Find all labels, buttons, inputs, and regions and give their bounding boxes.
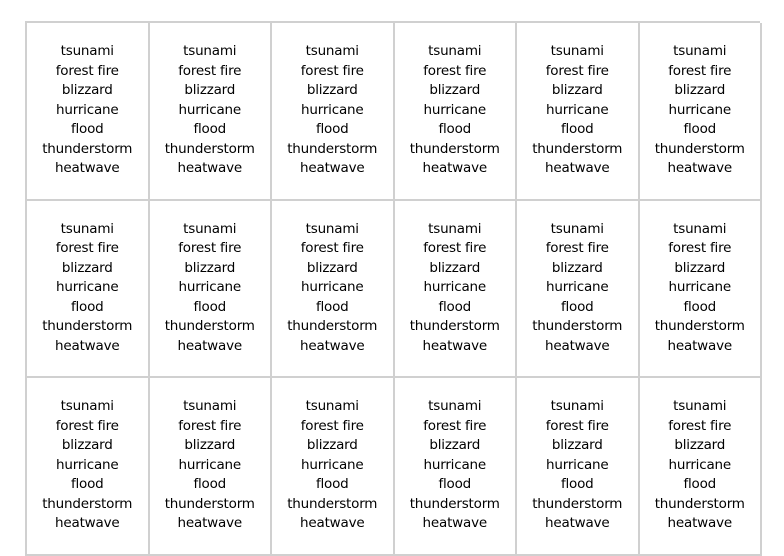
card-word: forest fire — [423, 240, 487, 256]
card-word: heatwave — [667, 515, 732, 531]
card-word: thunderstorm — [532, 495, 623, 512]
card-word: thunderstorm — [654, 495, 745, 512]
card-word: hurricane — [56, 101, 119, 118]
card-word: heatwave — [177, 515, 242, 531]
card-word: heatwave — [667, 160, 732, 176]
card-word: blizzard — [674, 82, 726, 98]
word-card — [272, 378, 395, 556]
card-word: heatwave — [55, 160, 120, 176]
word-card — [27, 23, 150, 201]
card-word: blizzard — [551, 82, 603, 98]
word-card — [150, 23, 273, 201]
card-word: tsunami — [305, 43, 359, 59]
word-card — [640, 378, 763, 556]
card-word: blizzard — [551, 259, 603, 276]
card-word: thunderstorm — [42, 495, 133, 512]
card-word: flood — [315, 298, 349, 315]
card-word: heatwave — [300, 337, 365, 354]
card-word: flood — [438, 298, 472, 315]
card-word: thunderstorm — [164, 140, 255, 157]
card-word: tsunami — [60, 398, 114, 414]
card-word: hurricane — [178, 279, 241, 295]
card-word: heatwave — [422, 160, 487, 176]
card-word: flood — [560, 298, 594, 315]
card-word: forest fire — [178, 417, 242, 434]
card-word: forest fire — [423, 417, 487, 434]
word-card — [395, 201, 518, 379]
card-word: forest fire — [178, 240, 242, 256]
card-word: forest fire — [423, 62, 487, 79]
word-card — [517, 201, 640, 379]
card-word: thunderstorm — [287, 318, 378, 334]
card-word: forest fire — [545, 417, 609, 434]
card-word: tsunami — [305, 398, 359, 414]
card-word: flood — [193, 298, 227, 315]
card-word: blizzard — [551, 437, 603, 453]
card-word: heatwave — [177, 160, 242, 176]
card-word: blizzard — [674, 437, 726, 453]
card-word: heatwave — [55, 515, 120, 531]
card-word: forest fire — [300, 240, 364, 256]
card-word: forest fire — [55, 62, 119, 79]
word-card — [517, 23, 640, 201]
card-word: heatwave — [422, 337, 487, 354]
card-word: flood — [683, 298, 717, 315]
card-word: tsunami — [60, 220, 114, 237]
card-word: forest fire — [668, 417, 732, 434]
card-word: heatwave — [177, 337, 242, 354]
word-card — [640, 23, 763, 201]
card-word: tsunami — [305, 220, 359, 237]
card-word: blizzard — [306, 82, 358, 98]
card-word: tsunami — [428, 43, 482, 59]
card-word: hurricane — [56, 279, 119, 295]
card-word: forest fire — [668, 240, 732, 256]
card-word: hurricane — [301, 279, 364, 295]
card-word: thunderstorm — [42, 318, 133, 334]
word-card — [150, 201, 273, 379]
card-word: forest fire — [668, 62, 732, 79]
card-word: thunderstorm — [654, 318, 745, 334]
card-word: flood — [315, 476, 349, 492]
card-word: heatwave — [55, 337, 120, 354]
card-word: tsunami — [428, 220, 482, 237]
card-word: tsunami — [673, 398, 727, 414]
card-word: hurricane — [546, 279, 609, 295]
card-word: flood — [438, 121, 472, 137]
card-word: forest fire — [55, 417, 119, 434]
card-word: forest fire — [545, 62, 609, 79]
card-word: blizzard — [61, 82, 113, 98]
word-card — [27, 201, 150, 379]
card-word: hurricane — [668, 456, 731, 473]
word-card — [272, 23, 395, 201]
card-word: blizzard — [306, 259, 358, 276]
word-card — [395, 378, 518, 556]
card-word: hurricane — [178, 101, 241, 118]
word-card — [272, 201, 395, 379]
word-card — [150, 378, 273, 556]
card-word: blizzard — [429, 82, 481, 98]
card-word: tsunami — [550, 43, 604, 59]
card-word: blizzard — [184, 259, 236, 276]
card-word: tsunami — [550, 220, 604, 237]
card-word: hurricane — [178, 456, 241, 473]
card-word: thunderstorm — [654, 140, 745, 157]
card-word: heatwave — [300, 515, 365, 531]
card-word: blizzard — [306, 437, 358, 453]
card-word: heatwave — [545, 160, 610, 176]
card-word: flood — [315, 121, 349, 137]
card-word: flood — [193, 476, 227, 492]
card-word: tsunami — [183, 220, 237, 237]
card-word: blizzard — [61, 437, 113, 453]
card-word: hurricane — [668, 279, 731, 295]
card-word: tsunami — [183, 398, 237, 414]
card-word: thunderstorm — [164, 318, 255, 334]
card-word: flood — [560, 121, 594, 137]
card-word: heatwave — [545, 337, 610, 354]
word-card — [395, 23, 518, 201]
card-word: forest fire — [300, 417, 364, 434]
card-word: heatwave — [300, 160, 365, 176]
word-card — [517, 378, 640, 556]
card-word: forest fire — [178, 62, 242, 79]
card-word: flood — [438, 476, 472, 492]
card-word: tsunami — [673, 43, 727, 59]
card-word: flood — [560, 476, 594, 492]
flashcard-grid — [25, 21, 760, 556]
word-card — [27, 378, 150, 556]
card-word: forest fire — [300, 62, 364, 79]
card-word: tsunami — [60, 43, 114, 59]
card-word: blizzard — [674, 259, 726, 276]
card-word: flood — [70, 121, 104, 137]
card-word: tsunami — [673, 220, 727, 237]
card-word: blizzard — [61, 259, 113, 276]
card-word: forest fire — [545, 240, 609, 256]
card-word: thunderstorm — [532, 318, 623, 334]
card-word: thunderstorm — [409, 140, 500, 157]
card-word: hurricane — [56, 456, 119, 473]
card-word: hurricane — [668, 101, 731, 118]
card-word: heatwave — [422, 515, 487, 531]
card-word: hurricane — [423, 456, 486, 473]
card-word: blizzard — [184, 82, 236, 98]
card-word: tsunami — [550, 398, 604, 414]
card-word: heatwave — [545, 515, 610, 531]
card-word: thunderstorm — [532, 140, 623, 157]
card-word: hurricane — [423, 279, 486, 295]
card-word: blizzard — [184, 437, 236, 453]
card-word: heatwave — [667, 337, 732, 354]
card-word: flood — [70, 476, 104, 492]
card-word: hurricane — [423, 101, 486, 118]
card-word: hurricane — [301, 456, 364, 473]
card-word: flood — [683, 121, 717, 137]
card-word: thunderstorm — [287, 140, 378, 157]
card-word: tsunami — [183, 43, 237, 59]
card-word: hurricane — [546, 101, 609, 118]
card-word: hurricane — [301, 101, 364, 118]
card-word: blizzard — [429, 259, 481, 276]
card-word: thunderstorm — [409, 318, 500, 334]
card-word: thunderstorm — [287, 495, 378, 512]
card-word: thunderstorm — [164, 495, 255, 512]
card-word: forest fire — [55, 240, 119, 256]
card-word: flood — [193, 121, 227, 137]
card-word: hurricane — [546, 456, 609, 473]
word-card — [640, 201, 763, 379]
card-word: thunderstorm — [409, 495, 500, 512]
card-word: thunderstorm — [42, 140, 133, 157]
card-word: blizzard — [429, 437, 481, 453]
card-word: tsunami — [428, 398, 482, 414]
card-word: flood — [70, 298, 104, 315]
card-word: flood — [683, 476, 717, 492]
